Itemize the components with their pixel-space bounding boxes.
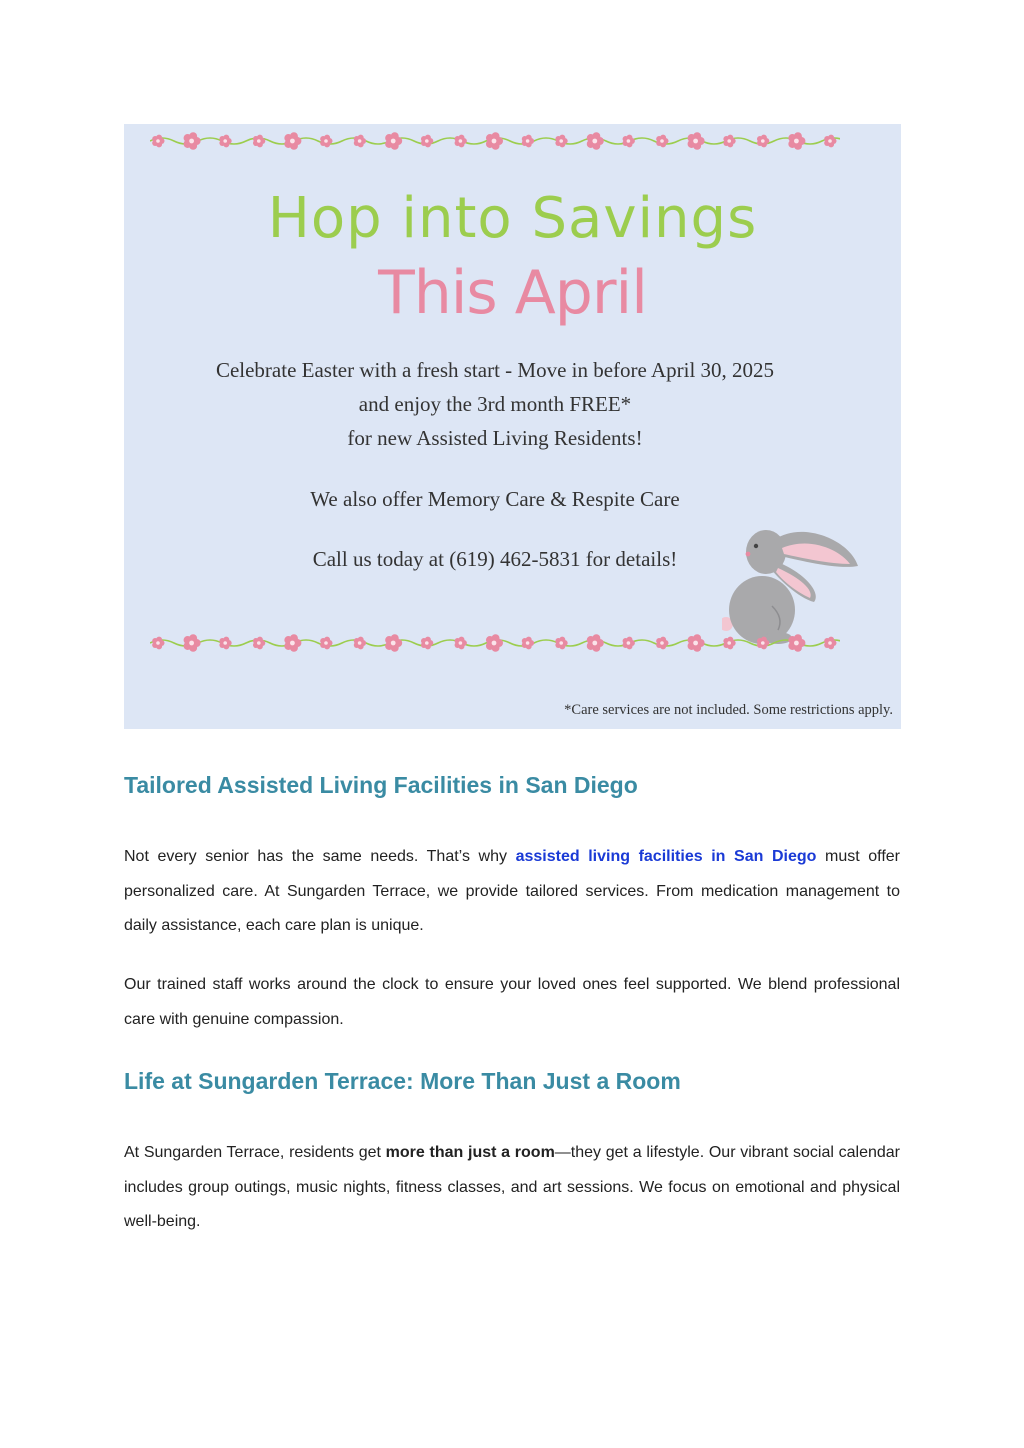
- call-line: Call us today at (619) 462-5831 for details!: [312, 547, 678, 571]
- garland-flower: [421, 135, 433, 148]
- garland-flower: [284, 132, 301, 150]
- garland-flower: [623, 637, 635, 650]
- garland-flower: [555, 637, 567, 650]
- section2-paragraph-1: [124, 1136, 900, 1240]
- garland-flower: [320, 637, 332, 650]
- offer-line-3: for new Assisted Living Residents!: [347, 426, 643, 450]
- garland-flower: [723, 637, 735, 650]
- garland-flower: [688, 132, 705, 150]
- garland-flower: [385, 132, 402, 150]
- easter-promo-banner: [124, 124, 901, 729]
- garland-flower: [455, 135, 467, 148]
- garland-flower: [385, 634, 402, 652]
- garland-flower: [486, 634, 503, 652]
- offer-line-1: Celebrate Easter with a fresh start - Move in before April 30, 2025: [215, 358, 775, 382]
- garland-flower: [788, 132, 805, 150]
- garland-flower: [421, 637, 433, 650]
- section1-p1-text-before: Not every senior has the same needs. That’s why: [124, 848, 516, 865]
- garland-flower: [152, 637, 164, 650]
- garland-flower: [522, 135, 534, 148]
- garland-flower: [824, 637, 836, 650]
- garland-flower: [723, 135, 735, 148]
- garland-flower: [656, 637, 668, 650]
- garland-flower: [788, 634, 805, 652]
- section1-p1-text-after: must offer personalized care. At Sungarden Terrace, we provide tailored services. From medication management to daily assistance, each care plan is unique.: [124, 848, 900, 934]
- garland-flower: [253, 637, 265, 650]
- garland-flower: [219, 637, 231, 650]
- garland-flower: [184, 132, 201, 150]
- section2-p1-text-before: At Sungarden Terrace, residents get: [124, 1144, 386, 1161]
- garland-flower: [455, 637, 467, 650]
- garland-flower: [320, 135, 332, 148]
- fine-print: *Care services are not included. Some restrictions apply.: [564, 702, 893, 718]
- garland-flower: [688, 634, 705, 652]
- garland-flower: [219, 135, 231, 148]
- garland-flower: [757, 637, 769, 650]
- section1-paragraph-2: Our trained staff works around the clock to ensure your loved ones feel supported. We blend professional care with genuine compassion.: [124, 976, 900, 1028]
- flower-garland-top: [150, 128, 840, 154]
- garland-flower: [486, 132, 503, 150]
- flower-garland-bottom: [150, 630, 840, 656]
- section2-p1-text-after: —they get a lifestyle. Our vibrant social calendar includes group outings, music nights, fitness classes, and art sessions. We focus on emotional and physical well-being.: [124, 1144, 900, 1230]
- garland-flower: [587, 634, 604, 652]
- garland-flower: [555, 135, 567, 148]
- garland-flower: [354, 135, 366, 148]
- garland-flower: [284, 634, 301, 652]
- garland-flower: [152, 135, 164, 148]
- section-heading-tailored: Tailored Assisted Living Facilities in San Diego: [124, 772, 638, 798]
- garland-flower: [656, 135, 668, 148]
- services-line: We also offer Memory Care & Respite Care: [310, 487, 680, 511]
- garland-flower: [184, 634, 201, 652]
- garland-flower: [253, 135, 265, 148]
- garland-flower: [354, 637, 366, 650]
- assisted-living-link[interactable]: assisted living facilities in San Diego: [515, 848, 817, 865]
- garland-flower: [522, 637, 534, 650]
- garland-flower: [587, 132, 604, 150]
- offer-line-2: and enjoy the 3rd month FREE*: [358, 392, 632, 416]
- more-than-room-bold: more than just a room: [385, 1144, 555, 1161]
- section1-paragraph-1: [124, 840, 900, 944]
- banner-headline-line2: This April: [378, 258, 647, 328]
- garland-flower: [757, 135, 769, 148]
- banner-headline-line1: Hop into Savings: [267, 186, 758, 251]
- garland-flower: [623, 135, 635, 148]
- garland-flower: [824, 135, 836, 148]
- section-heading-life: Life at Sungarden Terrace: More Than Just a Room: [124, 1068, 681, 1094]
